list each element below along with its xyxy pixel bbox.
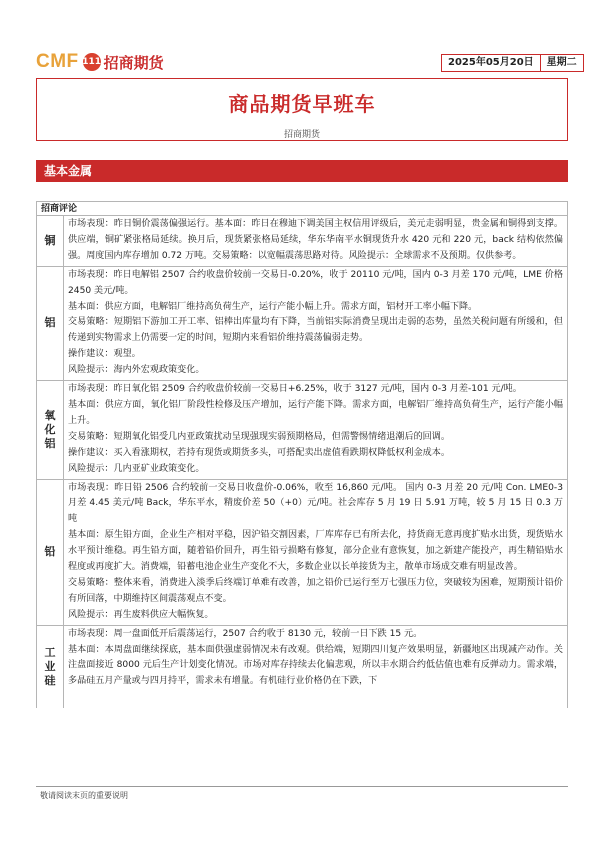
company-logo [36, 50, 164, 74]
logo-seal-icon: 111 [83, 53, 101, 71]
section-title: 基本金属 [36, 160, 568, 182]
paragraph: 交易策略：短期铝下游加工开工率、铝棒出库量均有下降，当前铝实际消费呈现出走弱的态势，虽然关税问题有所缓和，但传递到实物需求上仍需要一定的时间，短期内来看铝价维持震荡偏弱走势。 [68, 317, 563, 344]
row-label-lead: 铅 [37, 480, 64, 625]
footer-divider [36, 786, 568, 787]
paragraph: 操作建议：观望。 [68, 349, 141, 360]
paragraph: 市场表现：昨日氧化铝 2509 合约收盘价较前一交易日+6.25%，收于 3127 元/吨，国内 0-3 月差-101 元/吨。 [68, 384, 522, 395]
paragraph: 风险提示：海内外宏观政策变化。 [68, 365, 205, 376]
row-body-alumina [64, 381, 567, 478]
paragraph: 市场表现：昨日电解铝 2507 合约收盘价较前一交易日-0.20%，收于 20110 元/吨，国内 0-3 月差 170 元/吨，LME 价格 2450 美元/吨。 [68, 269, 563, 296]
title-box [36, 78, 568, 141]
paragraph: 交易策略：整体来看，消费进入淡季后终端订单难有改善，加之铅价已运行至万七强压力位，突破较为困难，短期预计铅价有所回落，中期维持区间震荡观点不变。 [68, 577, 563, 604]
paragraph: 风险提示：再生废料供应大幅恢复。 [68, 609, 214, 620]
row-body-silicon [64, 626, 567, 708]
paragraph: 基本面：本周盘面继续探底，基本面供强虚弱情况未有改观。供给端，短期四川复产效果明显，新疆地区出现减产动作。关注盘面接近 8000 元后生产计划变化情况。市场对库存持续去化偏悲观，所以丰水期合约低估值也难有反弹动力。需求端，多晶硅五月产量或与四月持平，需求未有增量。有机硅行业价格仍在下跌，下 [68, 644, 563, 687]
logo-company-name: 招商期货 [103, 53, 164, 72]
date-box [441, 54, 584, 72]
table-heading: 招商评论 [37, 202, 567, 216]
table-row [37, 480, 567, 626]
row-label-alumina [37, 381, 64, 478]
page-title: 商品期货早班车 [228, 92, 376, 116]
table-row [37, 267, 567, 381]
row-label-copper: 铜 [37, 216, 64, 266]
row-label-aluminum: 铝 [37, 267, 64, 380]
table-row [37, 216, 567, 267]
paragraph: 基本面：供应方面，电解铝厂维持高负荷生产，运行产能小幅上升。需求方面，铝材开工率小幅下降。 [68, 301, 478, 312]
paragraph: 市场表现：昨日铜价震荡偏强运行。基本面：昨日在穆迪下调美国主权信用评级后，美元走弱明显，贵金属和铜得到支撑。供应端，铜矿紧张格局延续。换月后，现货紧张格局延续，华东华南平水铜现货升水 420 元和 220 元，back 结构依然偏强。周度国内库存增加 0.72 万吨。交易策略：以宽幅震荡思路对待。风险提示：全球需求不及预期。仅供参考。 [68, 219, 563, 261]
paragraph: 操作建议：买入看涨期权，若持有现货或期货多头，可搭配卖出虚值看跌期权降低权利金成本。 [68, 447, 450, 458]
row-body-aluminum [64, 267, 567, 380]
report-date: 2025年05月20日 [441, 54, 541, 72]
commentary-table [36, 201, 568, 708]
row-label-text: 工业硅 [44, 645, 56, 687]
paragraph: 风险提示：几内亚矿业政策变化。 [68, 463, 205, 474]
page-header [36, 50, 577, 74]
report-weekday: 星期二 [541, 54, 584, 72]
page-subtitle: 招商期货 [283, 130, 320, 140]
paragraph: 交易策略：短期氧化铝受几内亚政策扰动呈现强现实弱预期格局，但需警惕情绪退潮后的回调。 [68, 431, 450, 442]
paragraph: 市场表现：昨日铅 2506 合约较前一交易日收盘价-0.06%，收至 16,860 元/吨。 国内 0-3 月差 20 元/吨 Con. LME0-3 月差 4.45 美元/吨 Back，华东平水，精废价差 50（+0）元/吨。社会库存 5 月 19 日 5.91 万吨，较 5 月 15 日 0.3 万吨 [68, 482, 563, 525]
table-row [37, 626, 567, 708]
row-label-text: 氧化铝 [44, 408, 56, 450]
row-label-silicon [37, 626, 64, 708]
paragraph: 基本面：供应方面，氧化铝厂阶段性检修及压产增加，运行产能下降。需求方面，电解铝厂维持高负荷生产，运行产能小幅上升。 [68, 399, 563, 426]
row-body-copper [64, 216, 567, 266]
logo-cmf-text: CMF [36, 51, 79, 72]
paragraph: 市场表现：周一盘面低开后震荡运行，2507 合约收于 8130 元，较前一日下跌 15 元。 [68, 628, 423, 639]
paragraph: 基本面：原生铅方面，企业生产相对平稳，因沪铅交割因素，厂库库存已有所去化，持货商无意再度扩贴水出货，现货贴水水平预计维稳。再生铅方面，随着铅价回升，再生铅亏损略有修复，部分企业有意恢复，加之新建产能投产，再生精铅贴水程度或再度扩大。消费端，铅蓄电池企业生产变化不大，多数企业以长单接货为主，散单市场成交难有明显改善。 [68, 530, 563, 573]
footer-note: 敬请阅读末页的重要说明 [40, 791, 128, 800]
table-row [37, 381, 567, 479]
row-body-lead [64, 480, 567, 625]
